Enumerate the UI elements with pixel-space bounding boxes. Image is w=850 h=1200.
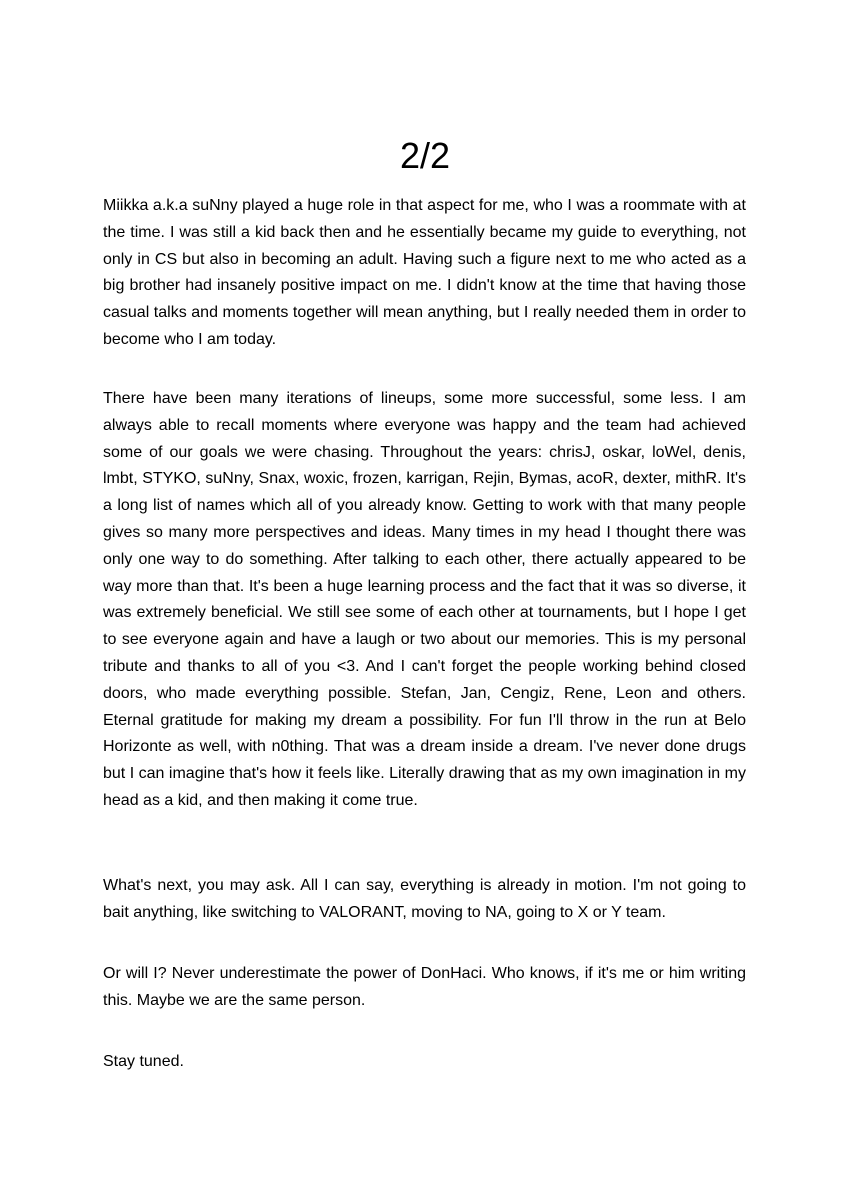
paragraph-1: Miikka a.k.a suNny played a huge role in that aspect for me, who I was a roommate with at the time. I was still a kid back then and he essentially became my guide to everything, not only in CS but also in becoming an adult. Having such a figure next to me who acted as a big brother had insanely positive impact on me. I didn't know at the time that having those casual talks and moments together will mean anything, but I really needed them in order to become who I am today.	[103, 197, 746, 348]
paragraph-4: Or will I? Never underestimate the power of DonHaci. Who knows, if it's me or him writing this. Maybe we are the same person.	[103, 965, 746, 1009]
paragraph-2: There have been many iterations of lineups, some more successful, some less. I am always able to recall moments where everyone was happy and the team had achieved some of our goals we were chasing. Throughout the years: chrisJ, oskar, loWel, denis, lmbt, STYKO, suNny, Snax, woxic, frozen, karrigan, Rejin, Bymas, acoR, dexter, mithR. It's a long list of names which all of you already know. Getting to work with that many people gives so many more perspectives and ideas. Many times in my head I thought there was only one way to do something. After talking to each other, there actually appeared to be way more than that. It's been a huge learning process and the fact that it was so diverse, it was extremely beneficial. We still see some of each other at tournaments, but I hope I get to see everyone again and have a laugh or two about our memories. This is my personal tribute and thanks to all of you <3. And I can't forget the people working behind closed doors, who made everything possible. Stefan, Jan, Cengiz, Rene, Leon and others. Eternal gratitude for making my dream a possibility. For fun I'll throw in the run at Belo Horizonte as well, with n0thing. That was a dream inside a dream. I've never done drugs but I can imagine that's how it feels like. Literally drawing that as my own imagination in my head as a kid, and then making it come true.	[103, 390, 746, 809]
paragraph-5: Stay tuned.	[103, 1053, 184, 1070]
paragraph-3: What's next, you may ask. All I can say, everything is already in motion. I'm not going to bait anything, like switching to VALORANT, moving to NA, going to X or Y team.	[103, 877, 746, 921]
page-title: 2/2	[399, 135, 451, 176]
